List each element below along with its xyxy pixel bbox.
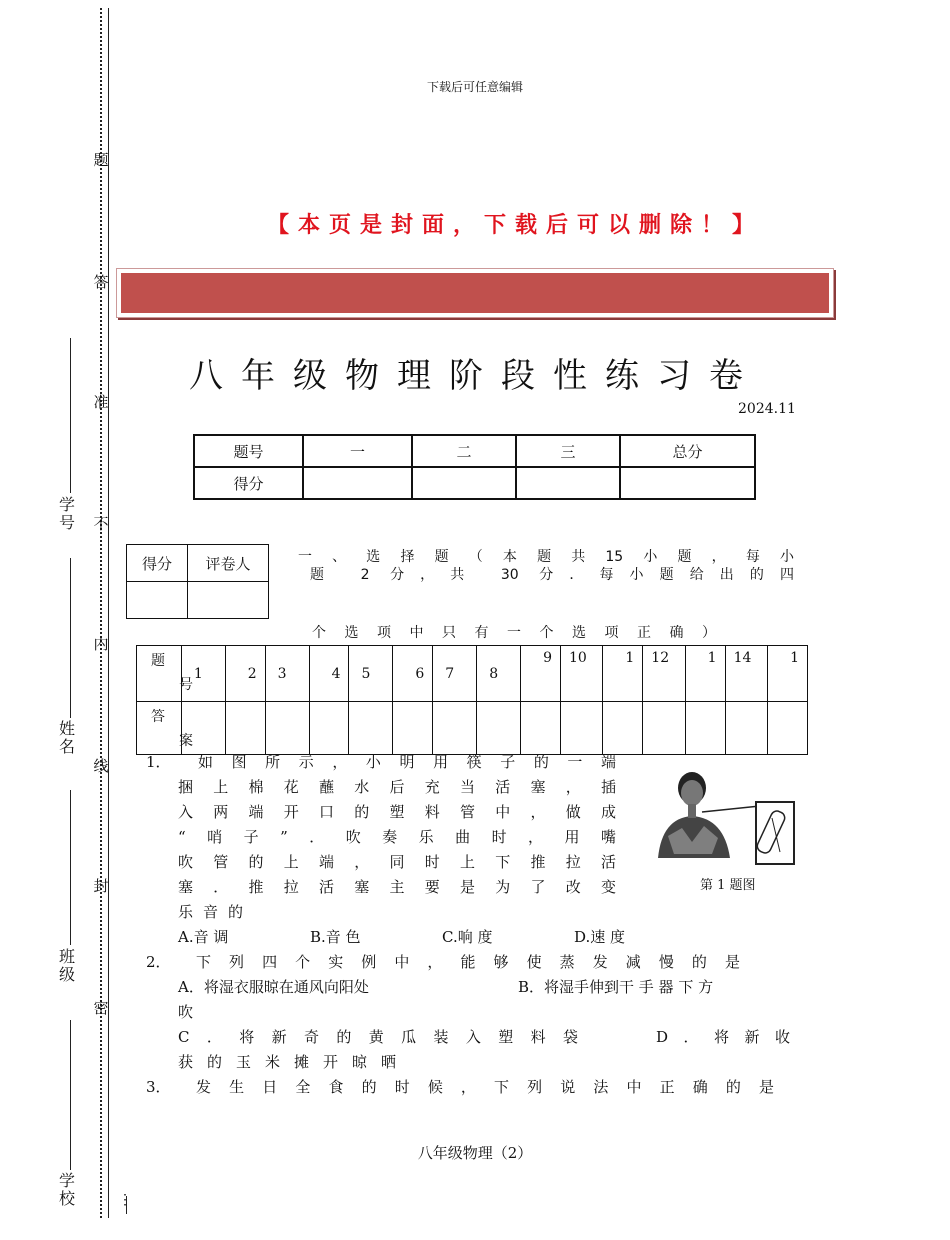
q2-number: 2． — [146, 953, 171, 971]
class-label: 班级 — [58, 947, 75, 984]
binding-dotted-line — [100, 8, 102, 1218]
answer-number: 10 — [561, 646, 603, 702]
class-line — [70, 790, 71, 945]
fold-char: 内 — [93, 635, 109, 653]
score-header: 题号 — [194, 435, 303, 467]
q2-option-d-cont: 获的玉米摊开晾晒 — [178, 1053, 411, 1071]
answer-number: 7 — [433, 646, 477, 702]
q2-option-c: C．将新奇的黄瓜装入塑料袋 — [178, 1028, 578, 1046]
answer-number: 3 — [265, 646, 309, 702]
section-1-heading: 一、选择题（本题共15小题，每小 题 2 分，共 30 分．每小题给出的四 — [298, 549, 794, 583]
name-label: 姓名 — [58, 719, 75, 756]
grader-header: 评卷人 — [188, 545, 269, 582]
fold-char: 不 — [93, 515, 109, 533]
answer-number: 12 — [643, 646, 685, 702]
answer-cell[interactable] — [265, 702, 309, 755]
answer-number: 6 — [393, 646, 433, 702]
answer-number: 9 — [521, 646, 561, 702]
answer-number: 14 — [725, 646, 767, 702]
fold-char: 封 — [93, 877, 109, 895]
exam-date: 2024.11 — [738, 401, 796, 417]
score-row-label: 得分 — [194, 467, 303, 499]
answer-number: 1 — [603, 646, 643, 702]
header-note: 下载后可任意编辑 — [426, 80, 523, 94]
q1-stem: 如图所示，小明用筷子的一端 捆上棉花蘸水后充当活塞，插 入两端开口的塑料管中，做成 “哨子”．吹奏乐曲时，用嘴 吹管的上端，同时上下推拉活 塞．推拉活塞主要是为了改变 乐音的 — [178, 753, 616, 921]
answer-number: 1 — [767, 646, 807, 702]
cover-notice: 【本页是封面，下载后可以删除！】 — [266, 213, 763, 238]
score-header: 二 — [412, 435, 516, 467]
page-footer: 八年级物理（2） — [417, 1144, 533, 1162]
grader-cell[interactable] — [127, 582, 188, 619]
score-cell[interactable] — [620, 467, 755, 499]
score-header: 总分 — [620, 435, 755, 467]
answer-cell[interactable] — [309, 702, 349, 755]
q3-number: 3． — [146, 1078, 171, 1096]
answer-number: 5 — [349, 646, 393, 702]
fold-char: 答 — [93, 273, 109, 291]
whistle-figure — [652, 766, 796, 866]
answer-cell[interactable] — [561, 702, 603, 755]
q2-option-d: D．将新收 — [656, 1028, 790, 1046]
fold-char: 题 — [93, 151, 109, 169]
q1-option-d: D.速 度 — [574, 928, 626, 946]
fold-char: 线 — [93, 757, 109, 775]
answer-cell[interactable] — [767, 702, 807, 755]
q1-option-b: B.音 色 — [310, 928, 361, 946]
score-cell[interactable] — [303, 467, 412, 499]
answer-cell[interactable] — [643, 702, 685, 755]
score-table — [193, 434, 756, 500]
score-cell[interactable] — [516, 467, 620, 499]
q2-option-b-cont: 吹 — [178, 1003, 194, 1021]
figure-caption: 第 1 题图 — [700, 878, 756, 893]
answer-number: 1 — [181, 646, 225, 702]
answer-cell[interactable] — [433, 702, 477, 755]
answer-row-label: 答 案 — [137, 702, 182, 755]
fold-char: 准 — [93, 393, 109, 411]
q3-stem: 发生日全食的时候，下列说法中正确的是 — [196, 1078, 774, 1096]
name-line — [70, 558, 71, 718]
q2-option-a: A．将湿衣服晾在通风向阳处 — [178, 978, 369, 996]
answer-row-label: 题 号 — [137, 646, 182, 702]
answer-number: 2 — [225, 646, 265, 702]
answer-cell[interactable] — [685, 702, 725, 755]
student-id-label: 学号 — [58, 495, 75, 532]
answer-cell[interactable] — [603, 702, 643, 755]
score-cell[interactable] — [412, 467, 516, 499]
answer-cell[interactable] — [477, 702, 521, 755]
answer-cell[interactable] — [521, 702, 561, 755]
section-1-heading-cont: 个选项中只有一个选项正确） — [312, 625, 716, 641]
grader-header: 得分 — [127, 545, 188, 582]
answer-cell[interactable] — [349, 702, 393, 755]
answer-cell[interactable] — [393, 702, 433, 755]
q1-number: 1． — [146, 753, 171, 771]
answer-cell[interactable] — [181, 702, 225, 755]
margin-dots: ⋮ — [118, 1192, 132, 1208]
q1-option-a: A.音 调 — [178, 928, 229, 946]
q1-option-c: C.响 度 — [442, 928, 493, 946]
answer-table — [136, 645, 808, 755]
answer-number: 8 — [477, 646, 521, 702]
page-title: 八年级物理阶段性练习卷 — [189, 356, 761, 396]
answer-cell[interactable] — [725, 702, 767, 755]
binding-solid-line — [108, 8, 109, 1218]
margin-tick — [126, 1196, 127, 1214]
q2-option-b: B．将湿手伸到干 手 器 下 方 — [518, 978, 714, 996]
title-banner — [116, 268, 834, 318]
grader-table — [126, 544, 269, 619]
answer-number: 1 — [685, 646, 725, 702]
score-header: 一 — [303, 435, 412, 467]
score-header: 三 — [516, 435, 620, 467]
school-label: 学校 — [58, 1171, 75, 1208]
q2-stem: 下列四个实例中，能够使蒸发减慢的是 — [196, 953, 740, 971]
fold-char: 密 — [93, 999, 109, 1017]
answer-number: 4 — [309, 646, 349, 702]
answer-cell[interactable] — [225, 702, 265, 755]
grader-cell[interactable] — [188, 582, 269, 619]
